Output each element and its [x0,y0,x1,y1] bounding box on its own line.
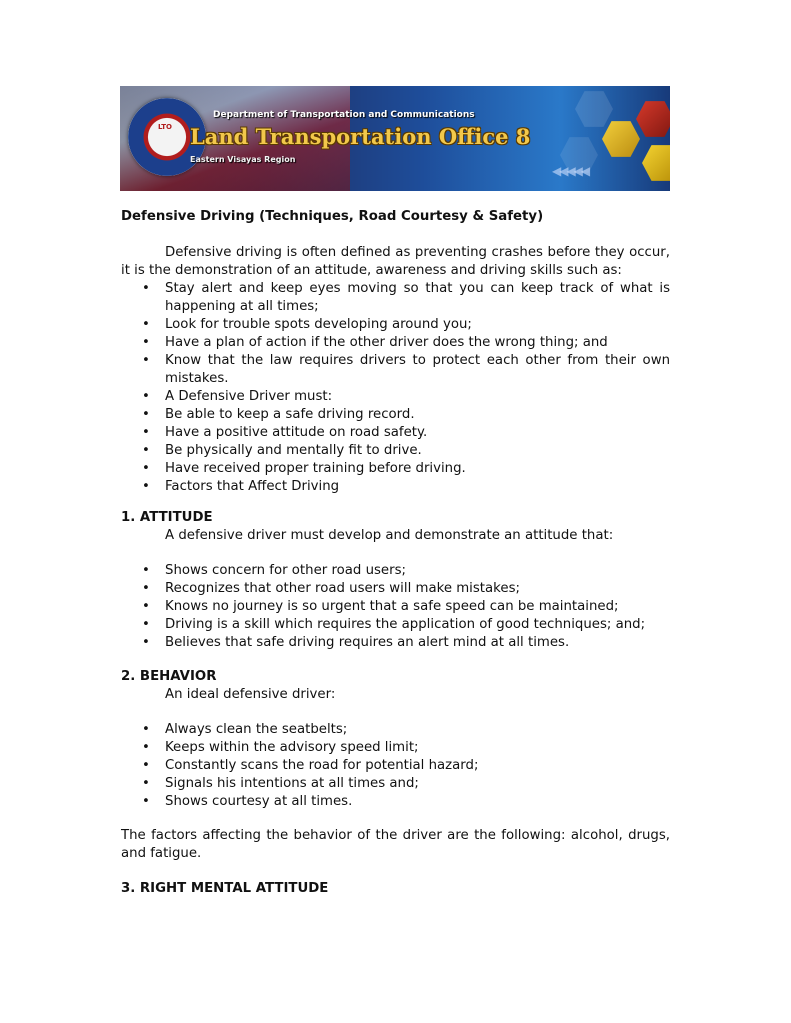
intro-list [121,280,670,496]
list-item: • Shows courtesy at all times. [121,793,670,811]
list-item: • Recognizes that other road users will make mistakes; [121,580,670,598]
list-item: • Be able to keep a safe driving record. [121,406,670,424]
list-item: • Know that the law requires drivers to protect each other from their own mistakes. [121,352,670,388]
behavior-list [121,721,670,811]
list-item: • Be physically and mentally fit to drive. [121,442,670,460]
attitude-list [121,562,670,652]
list-item: • Knows no journey is so urgent that a safe speed can be maintained; [121,598,670,616]
list-item: • Constantly scans the road for potential hazard; [121,757,670,775]
arrows-decoration-icon: ◀◀◀◀◀ [552,164,589,178]
motorcycle-hexagon-icon [642,144,670,182]
lto-header-banner [120,86,670,191]
list-item: • Driving is a skill which requires the application of good techniques; and; [121,616,670,634]
list-item: • Always clean the seatbelts; [121,721,670,739]
section-lead-attitude: A defensive driver must develop and demonstrate an attitude that: [165,528,614,543]
car-hexagon-icon [602,120,640,158]
list-item: • A Defensive Driver must: [121,388,670,406]
office-name: Land Transportation Office 8 [190,124,531,149]
section-lead-behavior: An ideal defensive driver: [165,687,336,702]
list-item: • Believes that safe driving requires an alert mind at all times. [121,634,670,652]
list-item: • Have a plan of action if the other driver does the wrong thing; and [121,334,670,352]
region-name: Eastern Visayas Region [190,155,296,164]
list-item: • Keeps within the advisory speed limit; [121,739,670,757]
list-item: • Have a positive attitude on road safety. [121,424,670,442]
page-title: Defensive Driving (Techniques, Road Courtesy & Safety) [121,209,544,224]
hexagon-frame-icon [575,90,613,128]
section-heading-right-mental-attitude: 3. RIGHT MENTAL ATTITUDE [121,881,329,896]
list-item: • Shows concern for other road users; [121,562,670,580]
section-heading-attitude: 1. ATTITUDE [121,510,213,525]
closing-paragraph: The factors affecting the behavior of the driver are the following: alcohol, drugs, and fatigue. [121,828,670,861]
section-heading-behavior: 2. BEHAVIOR [121,669,217,684]
intro-paragraph: Defensive driving is often defined as preventing crashes before they occur, it is the demonstration of an attitude, awareness and driving skills such as: [121,245,670,278]
truck-hexagon-icon [636,100,670,138]
department-name: Department of Transportation and Communications [213,110,475,120]
list-item: • Factors that Affect Driving [121,478,670,496]
list-item: • Signals his intentions at all times and; [121,775,670,793]
list-item: • Stay alert and keep eyes moving so that you can keep track of what is happening at all times; [121,280,670,316]
list-item: • Have received proper training before driving. [121,460,670,478]
seal-lettering: LTO [157,123,173,131]
list-item: • Look for trouble spots developing around you; [121,316,670,334]
